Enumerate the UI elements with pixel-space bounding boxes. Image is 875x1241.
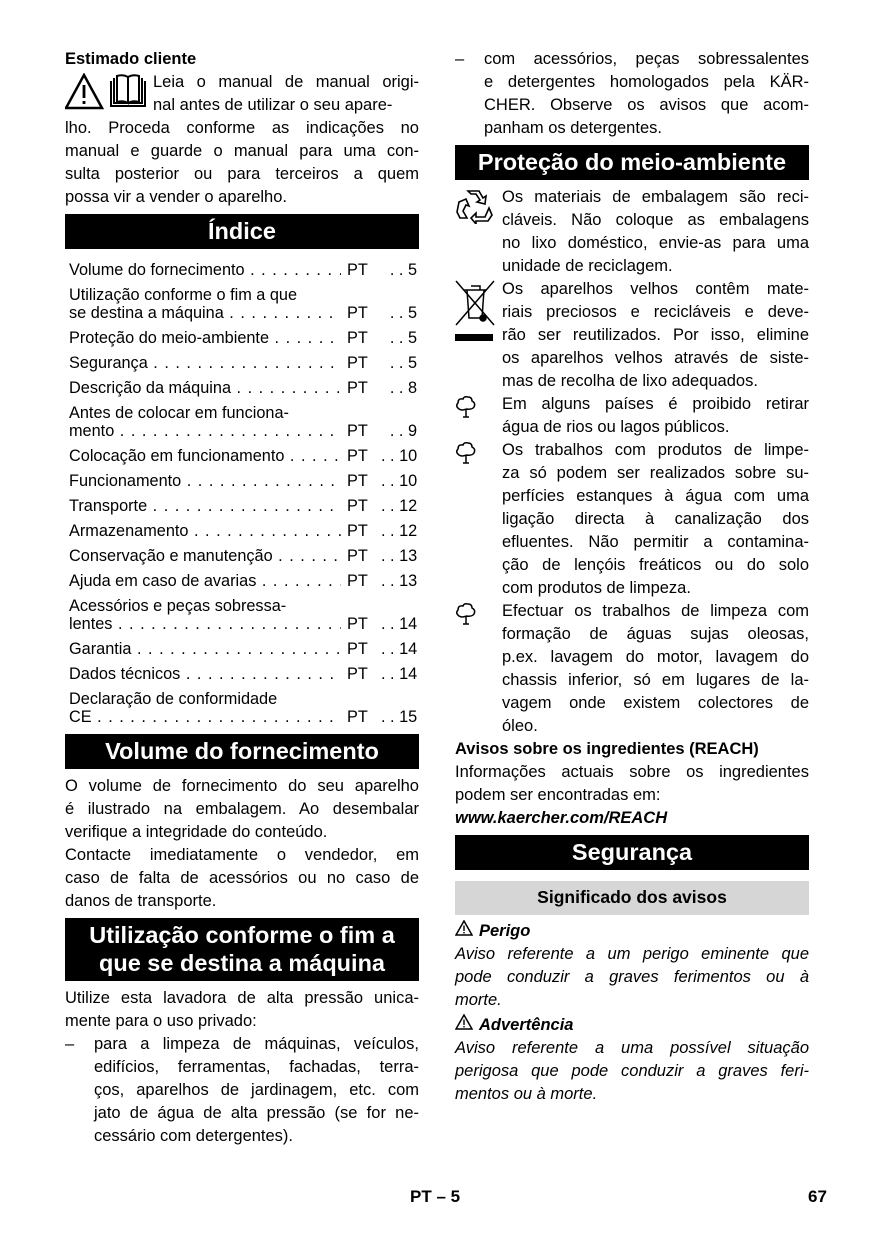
text-line: mente para o uso privado: [65,1012,257,1030]
right-column [455,48,809,1106]
toc-entry[interactable] [69,350,417,375]
toc-entry-label-line: Funcionamento . . . [69,472,341,490]
toc-entry[interactable] [69,686,417,729]
toc-entry-language: PT [347,571,368,590]
toc-entry-language: PT [347,664,368,683]
toc-entry-label-line: Conservação e manutenção . . . [69,547,341,565]
text-line: Aviso referente a um perigo eminente que [455,945,809,963]
toc-entry-page: . . 10 [381,447,417,465]
text-line: para a limpeza de máquinas, veículos, [94,1035,419,1053]
warning-description [455,1037,809,1106]
paragraph [65,987,419,1033]
toc-entry-language: PT [347,707,368,726]
text-line: Os aparelhos velhos contêm mate- [502,280,809,298]
text-line: Avisos sobre os ingredientes (REACH) [455,740,759,758]
dash-bullet: – [455,50,465,68]
text-line: podem ser encontradas em: [455,786,661,804]
text-line: Os materiais de embalagem são reci- [502,188,809,206]
text-line: vagem onde existem colectores de [502,694,809,712]
text-line: O volume de fornecimento do seu aparelho [65,777,419,795]
section-heading [455,835,809,870]
dash-bullet: – [65,1035,75,1053]
toc-entry-label [69,572,341,590]
text-line: Utilize esta lavadora de alta pressão unica- [65,989,419,1007]
text-line: rão ser reutilizados. Por isso, elimine [502,326,809,344]
left-column [65,48,419,1148]
toc-entry-label [69,640,341,658]
tree-icon [455,602,495,631]
toc-entry-label-line: Colocação em funcionamento . . . [69,447,341,465]
toc-entry-label-line: CE . . . [69,708,341,726]
toc-entry[interactable] [69,518,417,543]
toc-entry-label-line: Volume do fornecimento . . . [69,261,341,279]
toc-entry[interactable] [69,443,417,468]
warning-label-text: Advertência [479,1016,574,1034]
warning-icon [455,920,473,943]
text-line: efluentes. Não permitir a contamina- [502,533,809,551]
text-line: cessário com detergentes). [94,1127,294,1145]
toc-entry[interactable] [69,636,417,661]
list-item-text [94,1033,419,1148]
text-line: mentos ou à morte. [455,1085,598,1103]
icon-paragraph [455,439,809,600]
toc-entry-page: . . 5 [381,329,417,347]
section-heading [65,918,419,981]
toc-entry-language: PT [347,303,368,322]
toc-entry-label-line: Ajuda em caso de avarias . . . [69,572,341,590]
toc-entry-label [69,404,341,440]
text-line: danos de transporte. [65,892,217,910]
toc-entry-label [69,261,341,279]
paragraph [65,775,419,844]
toc-entry-label-line: mento . . . [69,422,341,440]
toc-entry-label [69,547,341,565]
toc-entry-page: . . 15 [381,708,417,726]
toc-entry-page: . . 9 [381,422,417,440]
toc-entry[interactable] [69,325,417,350]
text-line: nal antes de utilizar o seu apare- [153,96,393,114]
toc-entry-page: . . 14 [381,615,417,633]
section-heading-line: Volume do fornecimento [105,738,379,764]
section-heading-line: que se destina a máquina [98,950,385,976]
toc-entry-page: . . 5 [381,354,417,372]
warning-label-text: Perigo [479,922,531,940]
toc-entry-language: PT [347,353,368,372]
text-line: Leia o manual de manual origi- [153,73,419,91]
text-line: pode conduzir a graves ferimentos ou à [455,968,809,986]
toc-entry-label [69,447,341,465]
toc-entry-page: . . 14 [381,665,417,683]
warning-icon [455,1014,473,1037]
reach-link[interactable] [455,807,809,830]
text-line: Contacte imediatamente o vendedor, em [65,846,419,864]
text-line: ços, aparelhos de jardinagem, etc. com [94,1081,419,1099]
text-line: possa vir a vender o aparelho. [65,188,287,206]
warning-label [455,920,809,943]
crossed-bin-icon [455,280,495,347]
toc-entry-language: PT [347,521,368,540]
text-line: Em alguns países é proibido retirar [502,395,809,413]
text-line: ligação directa à canalização dos [502,510,809,528]
text-line: no lixo doméstico, envie-as para uma [502,234,809,252]
warning-label [455,1014,809,1037]
section-heading [65,214,419,249]
text-line: com produtos de limpeza. [502,579,691,597]
footer-section-label: PT – 5 [410,1187,461,1206]
recycle-icon [455,188,495,229]
icon-paragraph [455,393,809,439]
toc-entry-language: PT [347,260,368,279]
text-line: Aviso referente a uma possível situação [455,1039,809,1057]
paragraph [455,761,809,807]
text-line: sulta posterior ou para terceiros a quem [65,165,419,183]
text-line: unidade de reciclagem. [502,257,673,275]
section-heading-line: Segurança [571,839,693,865]
section-heading [455,145,809,180]
toc-entry-label [69,286,341,322]
text-line: os aparelhos velhos através de siste- [502,349,809,367]
text-line: óleo. [502,717,538,735]
text-line: perigosa que pode conduzir a graves feri- [455,1062,809,1080]
toc-entry-page: . . 13 [381,547,417,565]
text-line: CHER. Observe os avisos que acom- [484,96,809,114]
toc-entry-label [69,329,341,347]
toc-entry[interactable] [69,493,417,518]
tree-icon [455,395,495,424]
text-line: riais preciosos e recicláveis e deve- [502,303,809,321]
text-line: água de rios ou lagos públicos. [502,418,730,436]
toc-entry-label [69,665,341,683]
warning-description [455,943,809,1012]
list-item [455,48,809,140]
toc-entry-language: PT [347,546,368,565]
toc-entry-page: . . 14 [381,640,417,658]
text-line: jato de água de alta pressão (se for ne- [94,1104,419,1122]
toc-entry-label [69,690,341,726]
bold-heading [455,738,809,761]
toc-entry[interactable] [69,400,417,443]
section-heading-line: Índice [208,218,276,244]
text-line: cláveis. Não coloque as embalagens [502,211,809,229]
section-heading-line: Proteção do meio-ambiente [477,149,787,175]
text-line: formação de águas sujas oleosas, [502,625,809,643]
toc-entry-label-line: Transporte . . . [69,497,341,515]
text-line: lho. Proceda conforme as indicações no [65,119,419,137]
toc-entry[interactable] [69,593,417,636]
tree-icon [455,441,495,470]
toc-entry-label-line: Garantia . . . [69,640,341,658]
toc-entry-label-line: Acessórios e peças sobressa- [69,596,287,615]
toc-entry-page: . . 13 [381,572,417,590]
text-line: perfícies estanques à água com uma [502,487,809,505]
toc-entry-label-line: se destina a máquina . . . [69,304,341,322]
toc-entry-label [69,497,341,515]
text-line: panham os detergentes. [484,119,662,137]
footer-page-number: 67 [808,1187,827,1206]
text-line: com acessórios, peças sobressalentes [484,50,809,68]
toc-entry-page: . . 12 [381,497,417,515]
toc-entry[interactable] [69,257,417,282]
text-line: Estimado cliente [65,50,197,68]
toc-entry-language: PT [347,471,368,490]
toc-entry-label-line: Armazenamento . . . [69,522,341,540]
text-line: caso de falta de acessórios ou no caso de [65,869,419,887]
text-line: ção de lençóis freáticos ou do solo [502,556,809,574]
icon-paragraph [455,186,809,278]
text-line: chassis inferior, só em lugares de la- [502,671,809,689]
toc-entry-page: . . 5 [381,261,417,279]
text-line: Informações actuais sobre os ingredientes [455,763,809,781]
text-line: verifique a integridade do conteúdo. [65,823,328,841]
list-item [65,1033,419,1148]
toc-entry-language: PT [347,446,368,465]
toc-entry[interactable] [69,468,417,493]
toc-entry[interactable] [69,568,417,593]
toc-entry-page: . . 12 [381,522,417,540]
text-line: Efectuar os trabalhos de limpeza com [502,602,809,620]
subsection-heading: Significado dos avisos [455,881,809,915]
toc-entry[interactable] [69,661,417,686]
toc-entry[interactable] [69,375,417,400]
toc-entry-language: PT [347,496,368,515]
toc-entry-language: PT [347,639,368,658]
list-item-text [484,48,809,140]
toc-entry-label-line: Declaração de conformidade [69,689,278,708]
text-line: e detergentes homologados pela KÄR- [484,73,809,91]
toc-entry-language: PT [347,378,368,397]
intro-paragraph [65,71,419,209]
toc-entry-label-line: Descrição da máquina . . . [69,379,341,397]
toc-entry-language: PT [347,421,368,440]
toc-entry-label-line: Segurança . . . [69,354,341,372]
text-line: Os trabalhos com produtos de limpe- [502,441,809,459]
toc-entry-page: . . 10 [381,472,417,490]
toc-entry-language: PT [347,614,368,633]
toc-entry-label [69,522,341,540]
text-line: é ilustrado na embalagem. Ao desembalar [65,800,419,818]
toc-entry-label-line: lentes . . . [69,615,341,633]
section-heading [65,734,419,769]
text-line: za só podem ser realizados sobre su- [502,464,809,482]
text-line: morte. [455,991,502,1009]
intro-rest [65,117,419,209]
text-line: edifícios, ferramentas, fachadas, terra- [94,1058,419,1076]
toc-entry-label-line: Utilização conforme o fim a que [69,285,298,304]
toc-entry[interactable] [69,282,417,325]
toc-entry-language: PT [347,328,368,347]
text-line: mas de recolha de lixo adequados. [502,372,758,390]
paragraph [65,844,419,913]
warning-manual-icon [65,73,147,116]
text-line: www.kaercher.com/REACH [455,809,668,827]
icon-paragraph [455,278,809,393]
toc-entry-label [69,379,341,397]
bold-heading [65,48,419,71]
toc-entry-label [69,354,341,372]
toc-entry-page: . . 5 [381,304,417,322]
toc-entry-page: . . 8 [381,379,417,397]
text-line: p.ex. lavagem do motor, lavagem do [502,648,809,666]
toc-entry-label-line: Antes de colocar em funciona- [69,403,289,422]
icon-paragraph [455,600,809,738]
toc-entry-label [69,597,341,633]
toc-entry[interactable] [69,543,417,568]
toc-entry-label-line: Dados técnicos . . . [69,665,341,683]
toc-entry-label-line: Proteção do meio-ambiente . . . [69,329,341,347]
text-line: manual e guarde o manual para uma con- [65,142,419,160]
toc-entry-label [69,472,341,490]
section-heading-line: Utilização conforme o fim a [89,922,395,948]
table-of-contents [65,257,417,729]
